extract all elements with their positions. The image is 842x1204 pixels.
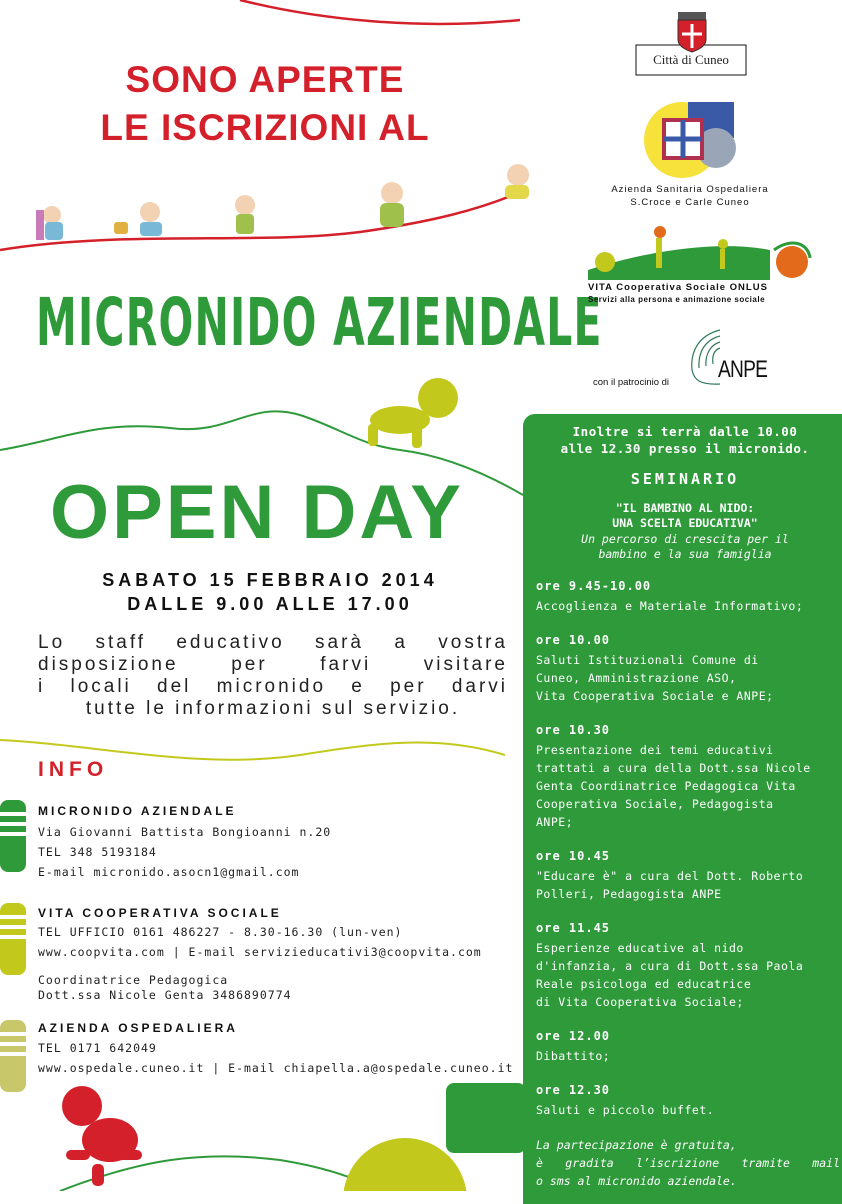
vita-logo-icon: [588, 226, 810, 280]
schedule-time: ore 9.45-10.00: [536, 579, 652, 593]
note-line-1: La partecipazione è gratuita,: [536, 1138, 737, 1152]
crawling-baby-lime-icon: [368, 378, 458, 448]
babies-illustration-icon: [36, 164, 529, 240]
event-date: SABATO 15 FEBBRAIO 2014: [102, 570, 438, 590]
anpe-logo-icon: [692, 330, 720, 384]
crawling-baby-red-icon: [62, 1086, 142, 1186]
seminar-title-line-2: UNA SCELTA EDUCATIVA": [612, 516, 758, 530]
event-hours: DALLE 9.00 ALLE 17.00: [127, 594, 413, 614]
headline-line-2: LE ISCRIZIONI AL: [100, 107, 430, 148]
intro-paragraph: [38, 632, 508, 720]
micronido-address: Via Giovanni Battista Bongioanni n.20: [38, 825, 332, 839]
schedule-desc-line: ANPE;: [536, 815, 574, 829]
schedule-desc: [536, 867, 838, 903]
green-tab-decoration: [446, 1083, 526, 1153]
intro-line-2: disposizione per farvi visitare: [38, 654, 508, 675]
intro-line-3: i locali del micronido e per darvi: [38, 676, 508, 697]
intro-line-4: tutte le informazioni sul servizio.: [85, 698, 461, 719]
open-day-heading: OPEN DAY: [50, 470, 464, 555]
schedule-desc-line: Cuneo, Amministrazione ASO,: [536, 671, 737, 685]
note-line-3: o sms al micronido aziendale.: [536, 1174, 737, 1188]
seminar-title: [528, 501, 842, 531]
asl-line-2: S.Croce e Carle Cuneo: [630, 197, 750, 208]
schedule-desc: [536, 741, 838, 831]
micronido-phone: TEL 348 5193184: [38, 845, 157, 859]
cuneo-crest-icon: [678, 12, 706, 52]
schedule-desc: [536, 651, 838, 705]
red-swoosh-babies: [0, 190, 525, 250]
schedule-time: ore 10.00: [536, 633, 611, 647]
schedule-desc-line: Esperienze educative al nido: [536, 941, 744, 955]
green-stripes-decoration: [0, 800, 26, 872]
vita-coordinator-label: Coordinatrice Pedagogica: [38, 973, 229, 987]
cuneo-logo-text: Città di Cuneo: [653, 52, 729, 67]
schedule-time: ore 10.45: [536, 849, 611, 863]
micronido-email[interactable]: E-mail micronido.asocn1@gmail.com: [38, 865, 300, 879]
azienda-phone: TEL 0171 642049: [38, 1041, 157, 1055]
seminar-title-line-1: "IL BAMBINO AL NIDO:: [615, 501, 755, 515]
red-swoosh-top: [240, 0, 520, 24]
page-title: MICRONIDO AZIENDALE: [36, 284, 603, 361]
schedule-desc-line: "Educare è" a cura del Dott. Roberto: [536, 869, 804, 883]
schedule-desc-line: Accoglienza e Materiale Informativo;: [536, 599, 804, 613]
panel-intro-line-2: alle 12.30 presso il micronido.: [560, 441, 810, 456]
patrocinio-label: con il patrocinio di: [593, 377, 670, 388]
note-line-2: è gradita l’iscrizione tramite mail: [536, 1156, 840, 1170]
schedule-desc-line: Polleri, Pedagogista ANPE: [536, 887, 722, 901]
schedule-desc: [536, 939, 838, 1011]
vita-web-email[interactable]: www.coopvita.com | E-mail servizieducativi3@coopvita.com: [38, 945, 482, 959]
headline-line-1: SONO APERTE: [125, 59, 405, 100]
micronido-name: MICRONIDO AZIENDALE: [38, 804, 237, 818]
schedule-desc-line: Saluti Istituzionali Comune di: [536, 653, 759, 667]
seminar-subtitle-line-1: Un percorso di crescita per il: [581, 532, 789, 546]
anpe-logo-text: ANPE: [718, 356, 768, 383]
schedule-time: ore 12.30: [536, 1083, 611, 1097]
lime-stripes-decoration: [0, 903, 26, 975]
participation-note: [536, 1136, 840, 1190]
panel-intro: [528, 423, 842, 457]
vita-phone: TEL UFFICIO 0161 486227 - 8.30-16.30 (lun-ven): [38, 925, 403, 939]
schedule-desc: [536, 1047, 838, 1065]
schedule-desc-line: di Vita Cooperativa Sociale;: [536, 995, 744, 1009]
schedule-time: ore 12.00: [536, 1029, 611, 1043]
azienda-name: AZIENDA OSPEDALIERA: [38, 1021, 238, 1035]
intro-line-1: Lo staff educativo sarà a vostra: [38, 632, 508, 653]
panel-intro-line-1: Inoltre si terrà dalle 10.00: [572, 424, 798, 439]
azienda-web-email[interactable]: www.ospedale.cuneo.it | E-mail chiapella.a@ospedale.cuneo.it: [38, 1061, 514, 1075]
schedule-desc-line: Vita Cooperativa Sociale e ANPE;: [536, 689, 774, 703]
asl-line-1: Azienda Sanitaria Ospedaliera: [611, 184, 769, 195]
vita-coordinator-name: Dott.ssa Nicole Genta 3486890774: [38, 988, 292, 1002]
asl-logo-text: [585, 183, 795, 209]
schedule-desc: [536, 1101, 838, 1119]
schedule-desc-line: trattati a cura della Dott.ssa Nicole: [536, 761, 811, 775]
seminar-heading: SEMINARIO: [630, 470, 740, 488]
schedule-desc-line: d'infanzia, a cura di Dott.ssa Paola: [536, 959, 804, 973]
schedule-desc-line: Cooperativa Sociale, Pedagogista: [536, 797, 774, 811]
vita-name: VITA COOPERATIVA SOCIALE: [38, 906, 282, 920]
seminar-subtitle-line-2: bambino e la sua famiglia: [598, 547, 772, 561]
asl-logo-icon: [644, 102, 736, 178]
schedule-desc: [536, 597, 838, 615]
schedule-desc-line: Presentazione dei temi educativi: [536, 743, 774, 757]
info-heading: INFO: [38, 758, 109, 781]
schedule-time: ore 10.30: [536, 723, 611, 737]
schedule-desc-line: Genta Coordinatrice Pedagogica Vita: [536, 779, 796, 793]
schedule-desc-line: Saluti e piccolo buffet.: [536, 1103, 715, 1117]
seminar-subtitle: [528, 532, 842, 562]
vita-logo-subtitle: Servizi alla persona e animazione sociale: [588, 295, 766, 304]
olive-stripes-decoration: [0, 1020, 26, 1092]
schedule-desc-line: Dibattito;: [536, 1049, 611, 1063]
schedule-time: ore 11.45: [536, 921, 611, 935]
lime-wave: [0, 740, 505, 760]
vita-logo-name: VITA Cooperativa Sociale ONLUS: [588, 282, 768, 293]
schedule-desc-line: Reale psicologa ed educatrice: [536, 977, 752, 991]
